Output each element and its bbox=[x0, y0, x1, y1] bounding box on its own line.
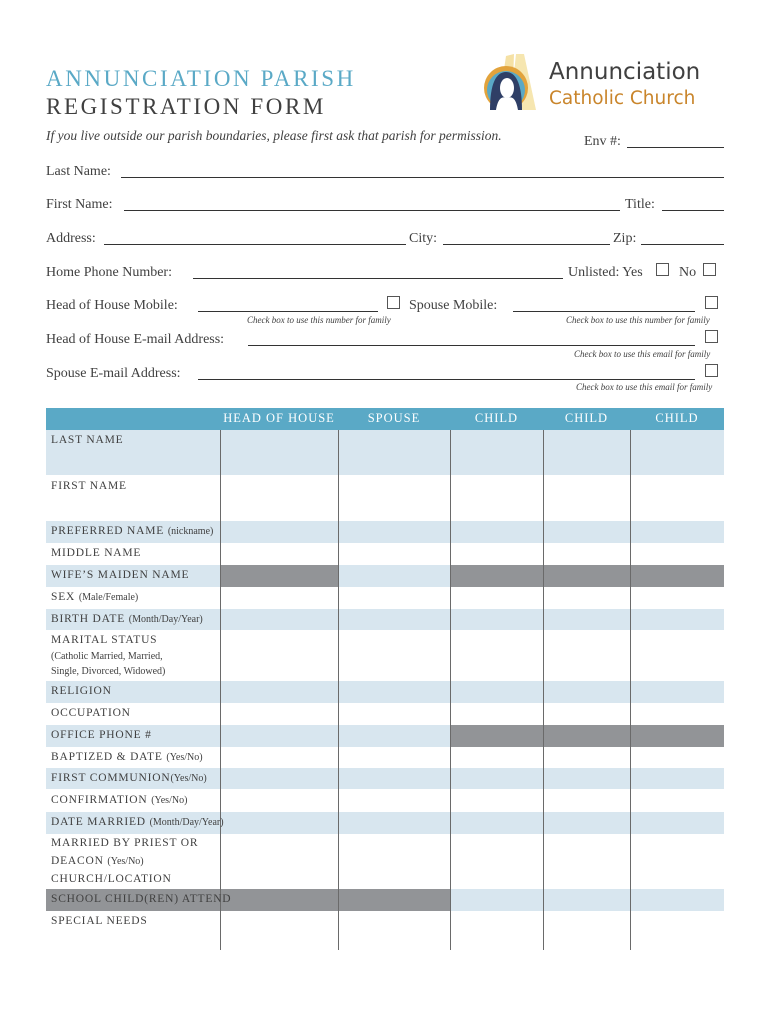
spouse-mobile-field[interactable] bbox=[513, 311, 695, 312]
blocked-cell-maiden-children bbox=[450, 565, 724, 587]
logo-name: Annunciation bbox=[549, 59, 701, 85]
logo-subname: Catholic Church bbox=[549, 88, 696, 109]
row-sublabel-first-communion: (Yes/No) bbox=[170, 773, 207, 784]
title-field[interactable] bbox=[662, 210, 724, 211]
spouse-email-label: Spouse E-mail Address: bbox=[46, 366, 181, 381]
row-label-married-by: MARRIED BY PRIEST OR bbox=[51, 837, 199, 849]
unlisted-yes-label: Unlisted: Yes bbox=[568, 265, 643, 280]
row-label-birth-date: BIRTH DATE (Month/Day/Year) bbox=[51, 613, 203, 625]
row-label-sex: SEX (Male/Female) bbox=[51, 591, 139, 603]
spouse-email-note: Check box to use this email for family bbox=[576, 382, 713, 392]
last-name-field[interactable] bbox=[121, 177, 724, 178]
zip-label: Zip: bbox=[613, 231, 637, 246]
last-name-label: Last Name: bbox=[46, 164, 111, 179]
row-label-baptized: BAPTIZED & DATE (Yes/No) bbox=[51, 751, 203, 763]
env-field[interactable] bbox=[627, 147, 724, 148]
row-label-first-name: FIRST NAME bbox=[51, 480, 127, 492]
unlisted-no-checkbox[interactable] bbox=[703, 263, 716, 276]
first-name-field[interactable] bbox=[124, 210, 620, 211]
hoh-email-field[interactable] bbox=[248, 345, 695, 346]
city-label: City: bbox=[409, 231, 438, 246]
row-label-religion: RELIGION bbox=[51, 685, 112, 697]
row-label-confirmation: CONFIRMATION (Yes/No) bbox=[51, 794, 188, 806]
title-label: Title: bbox=[625, 197, 655, 212]
address-field[interactable] bbox=[104, 244, 406, 245]
col-spouse: SPOUSE bbox=[367, 411, 421, 425]
row-sublabel-marital-2: Single, Divorced, Widowed) bbox=[51, 666, 166, 677]
row-label-special-needs: SPECIAL NEEDS bbox=[51, 915, 148, 927]
col-divider bbox=[220, 430, 221, 950]
hoh-email-family-checkbox[interactable] bbox=[705, 330, 718, 343]
col-head-of-house: HEAD OF HOUSE bbox=[223, 411, 335, 425]
row-label-marital-status: MARITAL STATUS bbox=[51, 634, 158, 646]
row-sublabel-confirmation: (Yes/No) bbox=[151, 795, 188, 806]
row-sublabel-married-by: (Yes/No) bbox=[107, 856, 144, 867]
row-label-maiden-name: WIFE’S MAIDEN NAME bbox=[51, 569, 190, 581]
hoh-mobile-label: Head of House Mobile: bbox=[46, 298, 178, 313]
row-label-office-phone: OFFICE PHONE # bbox=[51, 729, 152, 741]
hoh-email-note: Check box to use this email for family bbox=[574, 349, 711, 359]
row-sublabel-preferred-name: (nickname) bbox=[167, 526, 214, 537]
unlisted-yes-checkbox[interactable] bbox=[656, 263, 669, 276]
col-divider bbox=[630, 430, 631, 950]
spouse-email-family-checkbox[interactable] bbox=[705, 364, 718, 377]
spouse-email-field[interactable] bbox=[198, 379, 695, 380]
row-label-first-communion: FIRST COMMUNION(Yes/No) bbox=[51, 772, 207, 784]
address-label: Address: bbox=[46, 231, 96, 246]
col-divider bbox=[338, 430, 339, 950]
row-label-middle-name: MIDDLE NAME bbox=[51, 547, 142, 559]
row-label-church-location: CHURCH/LOCATION bbox=[51, 873, 172, 885]
row-label-date-married: DATE MARRIED (Month/Day/Year) bbox=[51, 816, 224, 828]
col-divider bbox=[543, 430, 544, 950]
zip-field[interactable] bbox=[641, 244, 724, 245]
row-label-married-by-2: DEACON (Yes/No) bbox=[51, 855, 144, 867]
form-title-line1: ANNUNCIATION PARISH bbox=[46, 66, 356, 91]
blocked-cell-office-children bbox=[450, 725, 724, 747]
form-title-line2: REGISTRATION FORM bbox=[46, 94, 326, 119]
col-divider bbox=[450, 430, 451, 950]
spouse-mobile-label: Spouse Mobile: bbox=[409, 298, 498, 313]
home-phone-field[interactable] bbox=[193, 278, 563, 279]
col-child-1: CHILD bbox=[474, 411, 519, 425]
row-band-religion bbox=[46, 681, 724, 703]
unlisted-no-label: No bbox=[679, 265, 697, 280]
row-sublabel-date-married: (Month/Day/Year) bbox=[149, 817, 224, 828]
row-band-last-name bbox=[46, 430, 724, 475]
row-label-preferred-name: PREFERRED NAME (nickname) bbox=[51, 525, 214, 537]
first-name-label: First Name: bbox=[46, 197, 113, 212]
row-label-occupation: OCCUPATION bbox=[51, 707, 131, 719]
spouse-mobile-note: Check box to use this number for family bbox=[566, 315, 710, 325]
annunciation-logo-icon bbox=[476, 54, 548, 112]
home-phone-label: Home Phone Number: bbox=[46, 265, 172, 280]
row-sublabel-sex: (Male/Female) bbox=[78, 592, 139, 603]
spouse-mobile-family-checkbox[interactable] bbox=[705, 296, 718, 309]
intro-text: If you live outside our parish boundaries, please first ask that parish for permission. bbox=[46, 128, 502, 143]
hoh-email-label: Head of House E-mail Address: bbox=[46, 332, 225, 347]
row-label-school: SCHOOL CHILD(REN) ATTEND bbox=[51, 893, 232, 905]
hoh-mobile-family-checkbox[interactable] bbox=[387, 296, 400, 309]
city-field[interactable] bbox=[443, 244, 610, 245]
row-sublabel-marital-1: (Catholic Married, Married, bbox=[51, 651, 163, 662]
row-sublabel-baptized: (Yes/No) bbox=[166, 752, 203, 763]
row-sublabel-birth-date: (Month/Day/Year) bbox=[128, 614, 203, 625]
row-label-last-name: LAST NAME bbox=[51, 434, 124, 446]
hoh-mobile-note: Check box to use this number for family bbox=[247, 315, 391, 325]
blocked-cell-maiden-hoh bbox=[220, 565, 338, 587]
col-child-3: CHILD bbox=[655, 411, 699, 425]
hoh-mobile-field[interactable] bbox=[198, 311, 378, 312]
env-label: Env #: bbox=[584, 134, 621, 149]
col-child-2: CHILD bbox=[564, 411, 609, 425]
